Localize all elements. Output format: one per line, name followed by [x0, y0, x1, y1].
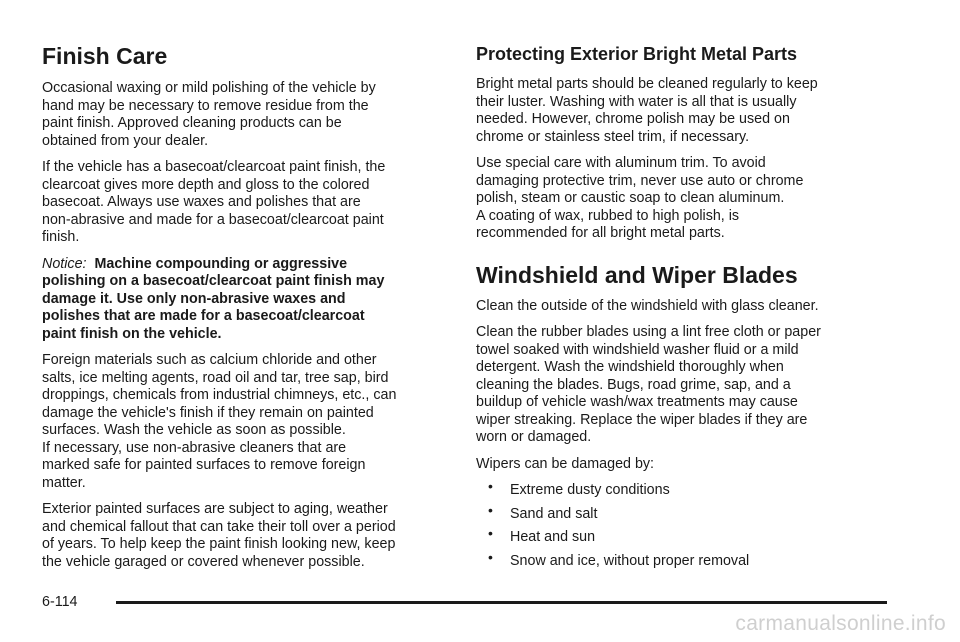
- left-column: [42, 42, 452, 580]
- bright-metal-paragraph-1: Bright metal parts should be cleaned regularly to keep their luster. Washing with water is all that is usually needed. However, chrome polish may be used on chrome or stainless steel trim, if necessary.: [476, 76, 818, 145]
- bright-metal-paragraph-2: Use special care with aluminum trim. To avoid damaging protective trim, never use auto or chrome polish, steam or caustic soap to clean aluminum. A coating of wax, rubbed to high polish, is recommended for all bright metal parts.: [476, 155, 804, 241]
- list-item-text: Heat and sun: [510, 529, 596, 545]
- notice-block: [42, 256, 452, 344]
- bright-metal-heading: Protecting Exterior Bright Metal Parts: [476, 44, 798, 64]
- right-column: [476, 42, 896, 576]
- page-number: 6-114: [42, 594, 78, 610]
- list-item-text: Snow and ice, without proper removal: [510, 552, 750, 569]
- finish-care-paragraph-2: If the vehicle has a basecoat/clearcoat paint finish, the clearcoat gives more depth and gloss to the colored basecoat. Always use waxes and polishes that are non-abrasive and made for a basecoat/clearcoat paint finish.: [42, 159, 386, 245]
- windshield-paragraph-2: Clean the rubber blades using a lint free cloth or paper towel soaked with windshield washer fluid or a mild detergent. Wash the windshield thoroughly when cleaning the blades. Bugs, road grime, sap, and a buildup of vehicle wash/wax treatments may cause wiper streaking. Replace the wiper blades if they are worn or damaged.: [476, 324, 821, 445]
- finish-care-paragraph-3: Foreign materials such as calcium chloride and other salts, ice melting agents, road oil and tar, tree sap, bird droppings, chemicals from industrial chimneys, etc., can damage the vehicle's finish if they remain on painted surfaces. Wash the vehicle as soon as possible. If necessary, use non-abrasive cleaners that are marked safe for painted surfaces to remove foreign matter.: [42, 352, 397, 491]
- finish-care-paragraph-1: Occasional waxing or mild polishing of the vehicle by hand may be necessary to remove residue from the paint finish. Approved cleaning products can be obtained from your dealer.: [42, 80, 376, 149]
- list-item: [476, 501, 896, 524]
- list-item: [476, 525, 896, 547]
- finish-care-heading: Finish Care: [42, 43, 168, 69]
- bullet-icon: •: [488, 525, 493, 541]
- notice-text: Machine compounding or aggressive polishing on a basecoat/clearcoat paint finish may damage it. Use only non-abrasive waxes and polishes that are made for a basecoat/clearcoat paint finish on the vehicle.: [42, 255, 385, 342]
- list-item: [476, 548, 896, 571]
- watermark: carmanualsonline.info: [735, 612, 946, 635]
- list-item-text: Sand and salt: [510, 505, 598, 522]
- finish-care-paragraph-4: Exterior painted surfaces are subject to aging, weather and chemical fallout that can take their toll over a period of years. To help keep the paint finish looking new, keep the vehicle garaged or covered whenever possible.: [42, 501, 396, 570]
- bullet-icon: •: [488, 478, 493, 494]
- footer-divider: [116, 601, 887, 604]
- list-item-text: Extreme dusty conditions: [510, 482, 670, 498]
- windshield-paragraph-1: Clean the outside of the windshield with glass cleaner.: [476, 297, 819, 314]
- wiper-damage-list: [476, 478, 896, 570]
- notice-label: Notice:: [42, 255, 87, 272]
- windshield-wiper-heading: Windshield and Wiper Blades: [476, 261, 798, 288]
- bullet-icon: •: [488, 548, 493, 565]
- windshield-paragraph-3: Wipers can be damaged by:: [476, 455, 655, 472]
- bullet-icon: •: [488, 501, 493, 518]
- list-item: [476, 478, 896, 500]
